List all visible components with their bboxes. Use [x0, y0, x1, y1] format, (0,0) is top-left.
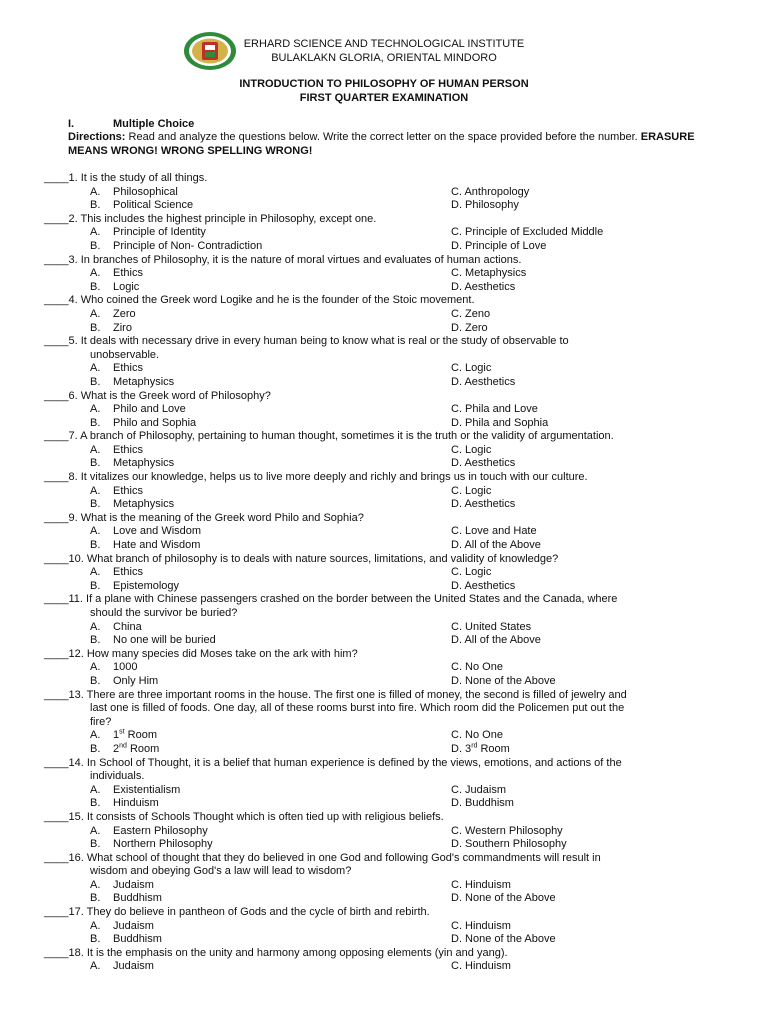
question-stem	[44, 689, 734, 703]
option-d: D. None of the Above	[451, 892, 556, 905]
answer-blank[interactable]: ____	[44, 471, 69, 484]
option-text: 1st Room	[113, 728, 157, 742]
question-number: 1.	[68, 172, 81, 184]
question-stem	[44, 757, 734, 771]
option-text: Principle of Identity	[113, 226, 206, 239]
answer-blank[interactable]: ____	[44, 810, 69, 823]
question-number: 13.	[68, 688, 87, 701]
option-d: D. Aesthetics	[451, 498, 516, 511]
option-text: Judaism	[113, 919, 154, 932]
question-item	[44, 648, 734, 689]
question-number: 12.	[68, 647, 87, 660]
option-b	[90, 797, 159, 811]
option-text: Judaism	[113, 878, 154, 891]
question-text: It deals with necessary drive in every human being to know what is real or the study of observable to	[80, 335, 569, 348]
option-b	[90, 240, 262, 254]
institute-name: ERHARD SCIENCE AND TECHNOLOGICAL INSTITUTE	[243, 38, 525, 50]
answer-blank[interactable]: ____	[44, 552, 69, 565]
answer-blank[interactable]: ____	[44, 389, 69, 402]
question-stem	[44, 254, 734, 268]
option-b	[90, 675, 158, 689]
option-c: C. No One	[451, 729, 503, 742]
option-d: D. All of the Above	[451, 634, 541, 647]
question-text: It vitalizes our knowledge, helps us to live more deeply and richly and brings us in touch with our culture.	[80, 471, 588, 484]
option-text: Buddhism	[113, 933, 162, 946]
option-row	[44, 362, 734, 376]
option-row	[44, 960, 734, 974]
option-letter: B.	[90, 539, 101, 552]
option-text: Ethics	[113, 362, 143, 375]
option-letter: B.	[90, 498, 101, 511]
option-text: Judaism	[113, 960, 154, 973]
option-text: Northern Philosophy	[113, 838, 213, 851]
option-b	[90, 498, 174, 512]
option-row	[44, 199, 734, 213]
question-text-continued: last one is filled of foods. One day, all of these rooms burst into fire. Which room did the Policemen put out the	[90, 702, 625, 715]
option-row	[44, 784, 734, 798]
question-item	[44, 430, 734, 471]
option-text: Love and Wisdom	[113, 525, 202, 538]
option-a	[90, 267, 143, 281]
option-letter: B.	[90, 797, 101, 810]
option-row	[44, 444, 734, 458]
option-text: Hate and Wisdom	[113, 539, 201, 552]
option-text: Ethics	[113, 267, 143, 280]
option-c: C. Love and Hate	[451, 525, 537, 538]
option-d: D. 3rd Room	[451, 742, 510, 755]
question-number: 2.	[68, 212, 81, 225]
option-letter: B.	[90, 674, 101, 687]
option-row	[44, 403, 734, 417]
answer-blank[interactable]: ____	[44, 511, 69, 524]
question-number: 6.	[68, 389, 81, 402]
question-item	[44, 254, 734, 295]
option-a	[90, 362, 143, 376]
course-title: INTRODUCTION TO PHILOSOPHY OF HUMAN PERSON	[239, 78, 529, 90]
option-c: C. Hinduism	[451, 960, 511, 973]
option-text: No one will be buried	[113, 634, 216, 647]
option-d: D. None of the Above	[451, 933, 556, 946]
answer-blank[interactable]: ____	[44, 593, 69, 606]
answer-blank[interactable]: ____	[44, 253, 69, 266]
question-text: It is the emphasis on the unity and harmony among opposing elements (yin and yang).	[86, 946, 508, 959]
question-item	[44, 757, 734, 811]
answer-blank[interactable]: ____	[44, 294, 69, 307]
option-a	[90, 784, 180, 798]
question-stem	[44, 390, 734, 404]
option-letter: B.	[90, 375, 101, 388]
option-text: Metaphysics	[113, 375, 175, 388]
option-letter: A.	[90, 484, 101, 497]
option-text: 1000	[113, 661, 138, 674]
question-number: 8.	[68, 471, 81, 484]
question-item	[44, 390, 734, 431]
option-c: C. Phila and Love	[451, 403, 538, 416]
option-row	[44, 879, 734, 893]
answer-blank[interactable]: ____	[44, 430, 69, 443]
option-text: Eastern Philosophy	[113, 824, 208, 837]
option-b	[90, 580, 179, 594]
option-text: Philosophical	[113, 185, 178, 198]
exam-name: FIRST QUARTER EXAMINATION	[299, 91, 469, 104]
option-a	[90, 186, 178, 200]
option-letter: A.	[90, 267, 101, 280]
option-text: Metaphysics	[113, 498, 175, 511]
option-b	[90, 634, 216, 648]
option-row	[44, 539, 734, 553]
directions-text: Read and analyze the questions below. Write the correct letter on the space provided before the number.	[125, 131, 641, 143]
question-number: 16.	[68, 851, 87, 864]
question-item	[44, 213, 734, 254]
option-d: D. Southern Philosophy	[451, 838, 567, 851]
option-row	[44, 525, 734, 539]
option-d: D. Aesthetics	[451, 375, 516, 388]
option-letter: A.	[90, 919, 101, 932]
option-b	[90, 281, 139, 295]
option-d: D. Aesthetics	[451, 457, 516, 470]
institute-address: BULAKLAKN GLORIA, ORIENTAL MINDORO	[271, 51, 497, 64]
option-letter: B.	[90, 416, 101, 429]
answer-blank[interactable]: ____	[44, 756, 69, 769]
question-stem	[44, 213, 734, 227]
option-row	[44, 920, 734, 934]
question-text: In branches of Philosophy, it is the nature of moral virtues and evaluates of human actions.	[80, 253, 522, 266]
institute-header	[0, 38, 768, 65]
question-item	[44, 335, 734, 389]
answer-blank[interactable]: ____	[44, 906, 69, 919]
option-letter: B.	[90, 280, 101, 293]
question-text: If a plane with Chinese passengers crashed on the border between the United States and the Canada, where	[86, 593, 618, 606]
exam-title	[0, 78, 768, 105]
answer-blank[interactable]: ____	[44, 688, 69, 701]
option-letter: A.	[90, 362, 101, 375]
option-letter: B.	[90, 742, 101, 755]
question-number: 15.	[68, 810, 87, 823]
question-number: 14.	[68, 756, 87, 769]
option-c: C. Logic	[451, 443, 492, 456]
option-letter: A.	[90, 878, 101, 891]
question-stem	[44, 947, 734, 961]
question-text: How many species did Moses take on the ark with him?	[86, 647, 358, 660]
question-number: 5.	[68, 335, 81, 348]
option-d: D. Philosophy	[451, 199, 519, 212]
option-a	[90, 960, 154, 974]
question-text: What is the Greek word of Philosophy?	[80, 389, 271, 402]
question-item	[44, 294, 734, 335]
option-text: Existentialism	[113, 783, 181, 796]
question-item	[44, 593, 734, 647]
option-c: C. Judaism	[451, 783, 507, 796]
question-stem	[44, 172, 734, 186]
question-stem	[44, 906, 734, 920]
option-text: Ethics	[113, 443, 143, 456]
option-row	[44, 838, 734, 852]
option-text: 2nd Room	[113, 742, 160, 755]
question-stem	[44, 335, 734, 349]
option-row	[44, 580, 734, 594]
option-row	[44, 457, 734, 471]
option-letter: A.	[90, 443, 101, 456]
option-letter: A.	[90, 661, 101, 674]
directions-emphasis: ERASURE MEANS WRONG! WRONG SPELLING WRONG!	[68, 131, 695, 157]
question-text: What is the meaning of the Greek word Philo and Sophia?	[80, 511, 364, 524]
question-stem	[44, 430, 734, 444]
option-c: C. Logic	[451, 484, 492, 497]
option-letter: A.	[90, 226, 101, 239]
option-letter: B.	[90, 838, 101, 851]
option-c: C. United States	[451, 620, 532, 633]
option-letter: B.	[90, 239, 101, 252]
option-letter: A.	[90, 566, 101, 579]
directions	[68, 131, 708, 158]
question-item	[44, 471, 734, 512]
option-b	[90, 743, 159, 757]
option-letter: B.	[90, 579, 101, 592]
option-c: C. Principle of Excluded Middle	[451, 226, 604, 239]
option-row	[44, 797, 734, 811]
option-d: D. Aesthetics	[451, 579, 516, 592]
option-row	[44, 186, 734, 200]
question-stem	[44, 512, 734, 526]
option-d: D. None of the Above	[451, 674, 556, 687]
option-b	[90, 376, 174, 390]
question-text: In School of Thought, it is a belief that human experience is defined by the views, emotions, and actions of the	[86, 756, 622, 769]
option-a	[90, 226, 206, 240]
question-stem	[44, 852, 734, 866]
option-a	[90, 729, 157, 743]
option-letter: A.	[90, 307, 101, 320]
question-text: This includes the highest principle in Philosophy, except one.	[80, 212, 377, 225]
question-text: Who coined the Greek word Logike and he is the founder of the Stoic movement.	[80, 294, 475, 307]
question-text: It is the study of all things.	[80, 172, 208, 184]
option-d: D. Buddhism	[451, 797, 514, 810]
answer-blank[interactable]: ____	[44, 172, 69, 184]
section-number: I.	[68, 118, 75, 130]
option-row	[44, 485, 734, 499]
option-b	[90, 933, 162, 947]
option-row	[44, 498, 734, 512]
option-letter: B.	[90, 457, 101, 470]
question-text: What school of thought that they do believed in one God and following God's commandments will result in	[86, 851, 601, 864]
option-b	[90, 199, 193, 213]
option-d: D. Zero	[451, 321, 488, 334]
question-list	[44, 172, 734, 974]
option-text: Metaphysics	[113, 457, 175, 470]
question-item	[44, 512, 734, 553]
question-text: A branch of Philosophy, pertaining to human thought, sometimes it is the truth or the validity of argumentation.	[80, 430, 614, 443]
option-text: Ethics	[113, 566, 143, 579]
option-letter: B.	[90, 634, 101, 647]
option-letter: A.	[90, 783, 101, 796]
option-a	[90, 444, 143, 458]
question-stem	[44, 593, 734, 607]
question-number: 4.	[68, 294, 81, 307]
option-b	[90, 892, 162, 906]
question-stem	[44, 648, 734, 662]
option-letter: A.	[90, 824, 101, 837]
option-d: D. Phila and Sophia	[451, 416, 549, 429]
question-stem	[44, 553, 734, 567]
option-a	[90, 661, 137, 675]
answer-blank[interactable]: ____	[44, 851, 69, 864]
option-row	[44, 675, 734, 689]
answer-blank[interactable]: ____	[44, 212, 69, 225]
option-text: Philo and Love	[113, 403, 186, 416]
option-letter: A.	[90, 185, 101, 198]
option-b	[90, 838, 213, 852]
option-row	[44, 634, 734, 648]
option-a	[90, 920, 154, 934]
option-row	[44, 892, 734, 906]
option-letter: A.	[90, 620, 101, 633]
option-a	[90, 879, 154, 893]
question-text-continued: wisdom and obeying God's a law will lead to wisdom?	[90, 865, 352, 878]
question-text: What branch of philosophy is to deals with nature sources, limitations, and validity of knowledge?	[86, 552, 559, 565]
question-number: 11.	[68, 593, 87, 606]
option-d: D. All of the Above	[451, 539, 541, 552]
answer-blank[interactable]: ____	[44, 335, 69, 348]
option-c: C. No One	[451, 661, 503, 674]
question-number: 9.	[68, 511, 81, 524]
question-item	[44, 852, 734, 906]
option-row	[44, 376, 734, 390]
option-text: Buddhism	[113, 892, 162, 905]
option-text: Epistemology	[113, 579, 180, 592]
question-number: 3.	[68, 253, 81, 266]
option-row	[44, 661, 734, 675]
question-item	[44, 553, 734, 594]
option-letter: A.	[90, 525, 101, 538]
option-text: Ziro	[113, 321, 132, 334]
option-c: C. Logic	[451, 362, 492, 375]
option-text: Only Him	[113, 674, 159, 687]
option-a	[90, 825, 208, 839]
question-number: 18.	[68, 946, 87, 959]
question-stem	[44, 294, 734, 308]
option-text: Zero	[113, 307, 136, 320]
answer-blank[interactable]: ____	[44, 946, 69, 959]
option-b	[90, 457, 174, 471]
option-a	[90, 566, 143, 580]
option-row	[44, 933, 734, 947]
option-text: Logic	[113, 280, 140, 293]
question-item	[44, 689, 734, 757]
option-row	[44, 226, 734, 240]
question-item	[44, 906, 734, 947]
question-number: 7.	[68, 430, 81, 443]
option-c: C. Zeno	[451, 307, 491, 320]
option-letter: B.	[90, 892, 101, 905]
option-d: D. Aesthetics	[451, 280, 516, 293]
question-item	[44, 947, 734, 974]
question-text-continued: individuals.	[90, 770, 145, 783]
question-item	[44, 172, 734, 213]
section-heading	[68, 118, 194, 132]
question-stem	[44, 811, 734, 825]
option-letter: B.	[90, 933, 101, 946]
option-row	[44, 267, 734, 281]
option-c: C. Western Philosophy	[451, 824, 563, 837]
question-text-continued: fire?	[90, 715, 112, 728]
option-b	[90, 322, 132, 336]
question-item	[44, 811, 734, 852]
question-stem	[44, 471, 734, 485]
option-c: C. Anthropology	[451, 185, 530, 198]
option-text: Political Science	[113, 199, 194, 212]
option-text: Philo and Sophia	[113, 416, 197, 429]
option-row	[44, 566, 734, 580]
question-number: 17.	[68, 906, 87, 919]
question-text: It consists of Schools Thought which is often tied up with religious beliefs.	[86, 810, 444, 823]
option-row	[44, 308, 734, 322]
option-text: Principle of Non- Contradiction	[113, 239, 263, 252]
option-letter: A.	[90, 729, 101, 742]
option-row	[44, 729, 734, 743]
question-text: They do believe in pantheon of Gods and the cycle of birth and rebirth.	[86, 906, 430, 919]
option-row	[44, 621, 734, 635]
option-a	[90, 525, 201, 539]
option-a	[90, 485, 143, 499]
option-row	[44, 322, 734, 336]
question-text-continued: unobservable.	[90, 348, 160, 361]
directions-label: Directions:	[68, 131, 126, 143]
question-number: 10.	[68, 552, 87, 565]
option-c: C. Metaphysics	[451, 267, 527, 280]
option-b	[90, 539, 200, 553]
option-a	[90, 308, 136, 322]
option-c: C. Hinduism	[451, 919, 511, 932]
question-text: There are three important rooms in the house. The first one is filled of money, the second is filled of jewelry and	[86, 688, 627, 701]
option-text: Hinduism	[113, 797, 159, 810]
option-c: C. Hinduism	[451, 878, 511, 891]
option-letter: B.	[90, 199, 101, 212]
option-a	[90, 621, 142, 635]
section-title: Multiple Choice	[113, 118, 195, 130]
option-text: Ethics	[113, 484, 143, 497]
question-text-continued: should the survivor be buried?	[90, 607, 238, 619]
option-text: China	[113, 620, 142, 633]
option-letter: A.	[90, 960, 101, 973]
answer-blank[interactable]: ____	[44, 647, 69, 660]
option-row	[44, 240, 734, 254]
option-letter: B.	[90, 321, 101, 334]
option-row	[44, 825, 734, 839]
option-a	[90, 403, 186, 417]
option-letter: A.	[90, 403, 101, 416]
option-b	[90, 417, 196, 431]
option-row	[44, 417, 734, 431]
option-c: C. Logic	[451, 566, 492, 579]
option-row	[44, 743, 734, 757]
option-d: D. Principle of Love	[451, 239, 547, 252]
option-row	[44, 281, 734, 295]
